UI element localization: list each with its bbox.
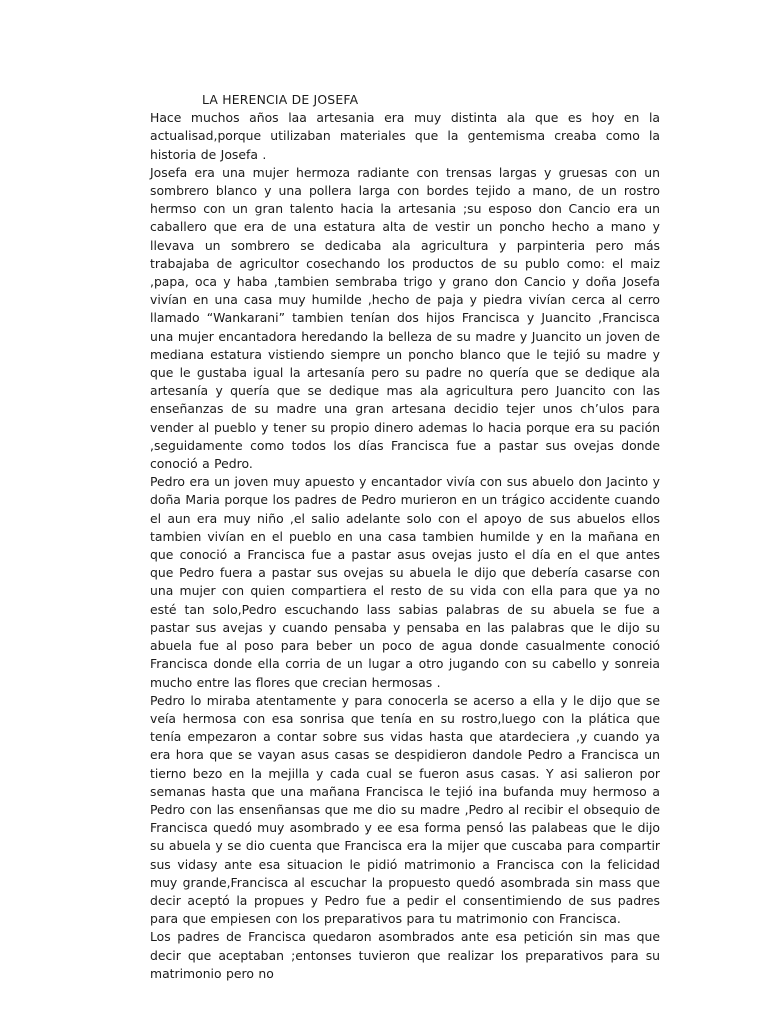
- document-title: LA HERENCIA DE JOSEFA: [202, 92, 359, 107]
- paragraph-5: Los padres de Francisca quedaron asombrados ante esa petición sin mas que decir que aceptaban ;entonses tuvieron que realizar los preparativos para su matrimonio pero no: [150, 929, 660, 981]
- paragraph-1: Hace muchos años laa artesania era muy distinta ala que es hoy en la actualisad,porque utilizaban materiales que la gentemisma creaba como la historia de Josefa .: [150, 110, 660, 162]
- paragraph-4: Pedro lo miraba atentamente y para conocerla se acerso a ella y le dijo que se veía hermosa con esa sonrisa que tenía en su rostro,luego con la plática que tenía empezaron a contar sobre sus vidas hasta que atardeciera ,y cuando ya era hora que se vayan asus casas se despidieron dandole Pedro a Francisca un tierno bezo en la mejilla y cada cual se fueron asus casas. Y asi salieron por semanas hasta que una mañana Francisca le tejió ina bufanda muy hermoso a Pedro con las ensenñansas que me dio su madre ,Pedro al recibir el obsequio de Francisca quedó muy asombrado y ee esa forma pensó las palabeas que le dijo su abuela y se dio cuenta que Francisca era la mijer que cuscaba para compartir sus vidasy ante esa situacion le pidió matrimonio a Francisca con la felicidad muy grande,Francisca al escuchar la propuesto quedó asombrada sin mass que decir aceptó la propues y Pedro fue a pedir el consentimiendo de sus padres para que empiesen con los preparativos para tu matrimonio con Francisca.: [150, 692, 660, 927]
- paragraph-2: Josefa era una mujer hermoza radiante con trensas largas y gruesas con un sombrero blanco y una pollera larga con bordes tejido a mano, de un rostro hermso con un gran talento hacia la artesania ;su esposo don Cancio era un caballero que era de una estatura alta de vestir un poncho hecho a mano y llevava un sombrero se dedicaba ala agricultura y parpinteria pero más trabajaba de agricultor cosechando los productos de su publo como: el maiz ,papa, oca y haba ,tambien sembraba trigo y grano don Cancio y doña Josefa vivían en una casa muy humilde ,hecho de paja y piedra vivían cerca al cerro llamado “Wankarani” tambien tenían dos hijos Francisca y Juancito ,Francisca una mujer encantadora heredando la belleza de su madre y Juancito un joven de mediana estatura vistiendo siempre un poncho blanco que le tejió su madre y que le gustaba igual la artesanía pero su padre no quería que se dedique ala artesanía y quería que se dedique mas ala agricultura pero Juancito con las enseñanzas de su madre una gran artesana decidio tejer unos ch’ulos para vender al pueblo y tener su propio dinero ademas lo hacia porque era su pación ,seguidamente como todos los días Francisca fue a pastar sus ovejas donde conoció a Pedro.: [150, 164, 660, 472]
- paragraph-3: Pedro era un joven muy apuesto y encantador vivía con sus abuelo don Jacinto y doña Maria porque los padres de Pedro murieron en un trágico accidente cuando el aun era muy niño ,el salio adelante solo con el apoyo de sus abuelos ellos tambien vivían en el pueblo en una casa tambien humilde y en la mañana en que conoció a Francisca fue a pastar asus ovejas justo el día en el que antes que Pedro fuera a pastar sus ovejas su abuela le dijo que debería casarse con una mujer con quien compartiera el resto de su vida con ella para que ya no esté tan solo,Pedro escuchando lass sabias palabras de su abuela se fue a pastar sus avejas y cuando pensaba y pensaba en las palabras que le dijo su abuela fue al poso para beber un poco de agua donde casualmente conoció Francisca donde ella corria de un lugar a otro jugando con su cabello y sonreia mucho entre las flores que crecian hermosas .: [150, 474, 660, 690]
- document-page: [150, 91, 660, 983]
